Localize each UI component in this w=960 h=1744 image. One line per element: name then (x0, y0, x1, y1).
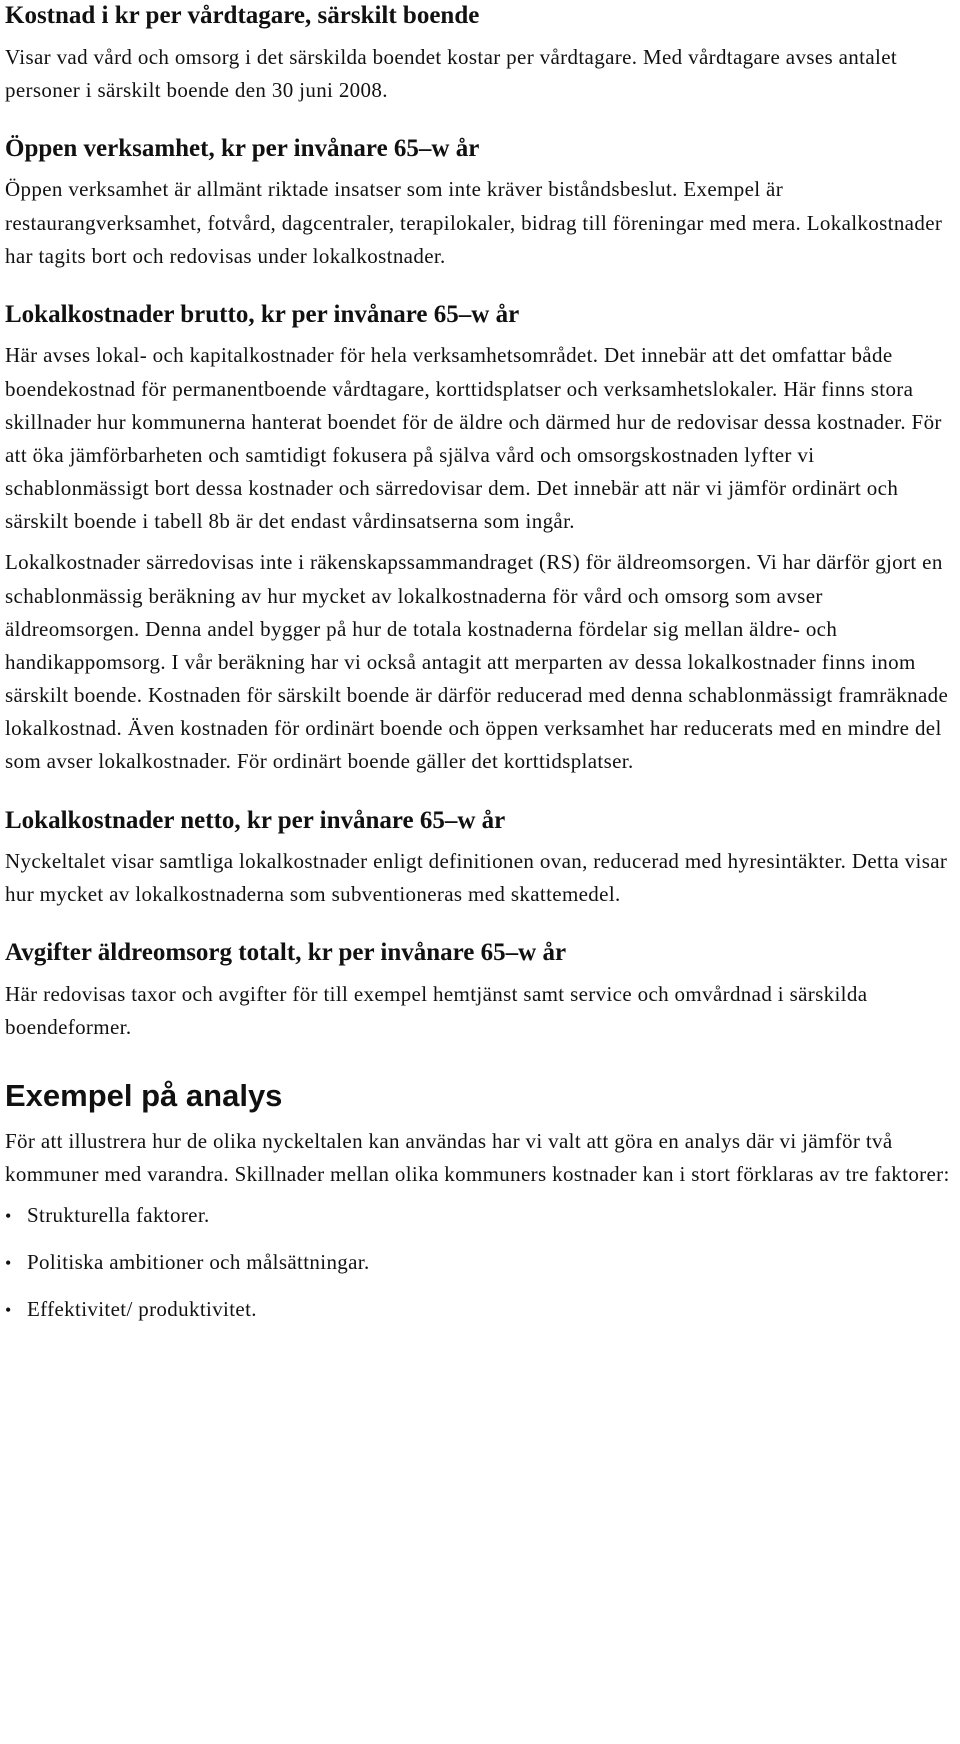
section-paragraph: Här redovisas taxor och avgifter för till exempel hemtjänst samt service och omvårdnad i särskilda boendeformer. (5, 981, 868, 1040)
section-paragraph: Nyckeltalet visar samtliga lokalkostnader enligt definitionen ovan, reducerad med hyresintäkter. Detta visar hur mycket av lokalkostnaderna som subventioneras med skattemedel. (5, 849, 948, 907)
list-item-text: Strukturella faktorer. (27, 1202, 210, 1227)
section-heading: Avgifter äldreomsorg totalt, kr per invånare 65–w år (5, 939, 567, 967)
bullet-icon: • (5, 1252, 12, 1273)
section-lokalkostnader-brutto (5, 299, 950, 779)
section-heading: Öppen verksamhet, kr per invånare 65–w år (5, 134, 480, 162)
bullet-icon: • (5, 1299, 12, 1320)
section-exempel-pa-analys (5, 1076, 950, 1340)
analysis-intro: För att illustrera hur de olika nyckeltalen kan användas har vi valt att göra en analys där vi jämför två kommuner med varandra. Skillnader mellan olika kommuners kostnader kan i stort förklaras av tre faktorer: (5, 1128, 950, 1186)
section-heading: Lokalkostnader brutto, kr per invånare 65–w år (5, 300, 520, 328)
section-paragraph: Här avses lokal- och kapitalkostnader för hela verksamhetsområdet. Det innebär att det omfattar både boendekostnad för permanentboende vårdtagare, korttidsplatser och verksamhetslokaler. Här finns stora skillnader hur kommunerna hanterat boendet för de äldre och därmed hur de redovisar dessa kostnader. För att öka jämförbarheten och samtidigt fokusera på själva vård och omsorgskostnaden lyfter vi schablonmässigt bort dessa kostnader och särredovisar dem. Det innebär att när vi jämför ordinärt och särskilt boende i tabell 8b är det endast vårdinsatserna som ingår. (5, 343, 942, 534)
section-kostnad-per-vardtagare (5, 0, 950, 107)
section-paragraph: Lokalkostnader särredovisas inte i räkenskapssammandraget (RS) för äldreomsorgen. Vi har därför gjort en schablonmässig beräkning av hur mycket av lokalkostnaderna för vård och omsorg som avser äldreomsorgen. Denna andel bygger på hur de totala kostnaderna fördelar sig mellan äldre- och handikappomsorg. I vår beräkning har vi också antagit att merparten av dessa lokalkostnader finns inom särskilt boende. Kostnaden för särskilt boende är därför reducerad med denna schablonmässigt framräknade lokalkostnad. Även kostnaden för ordinärt boende och öppen verksamhet har reducerats med en mindre del som avser lokalkostnader. För ordinärt boende gäller det korttidsplatser. (5, 550, 949, 774)
list-item-text: Effektivitet/ produktivitet. (27, 1296, 257, 1321)
section-heading: Kostnad i kr per vårdtagare, särskilt boende (5, 2, 480, 29)
section-heading: Lokalkostnader netto, kr per invånare 65–w år (5, 806, 506, 834)
section-paragraph: Visar vad vård och omsorg i det särskilda boendet kostar per vårdtagare. Med vårdtagare avses antalet personer i särskilt boende den 30 juni 2008. (5, 44, 898, 102)
list-item (5, 1199, 950, 1246)
section-oppen-verksamhet (5, 133, 950, 273)
section-lokalkostnader-netto (5, 805, 950, 912)
list-item (5, 1246, 950, 1293)
section-paragraph: Öppen verksamhet är allmänt riktade insatser som inte kräver biståndsbeslut. Exempel är restaurangverksamhet, fotvård, dagcentraler, terapilokaler, bidrag till föreningar med mera. Lokalkostnader har tagits bort och redovisas under lokalkostnader. (5, 177, 943, 268)
list-item (5, 1293, 950, 1340)
bullet-icon: • (5, 1205, 12, 1226)
list-item-text: Politiska ambitioner och målsättningar. (27, 1249, 370, 1274)
analysis-heading: Exempel på analys (5, 1078, 283, 1114)
factor-list (5, 1199, 950, 1340)
section-avgifter-aldreomsorg (5, 937, 950, 1044)
